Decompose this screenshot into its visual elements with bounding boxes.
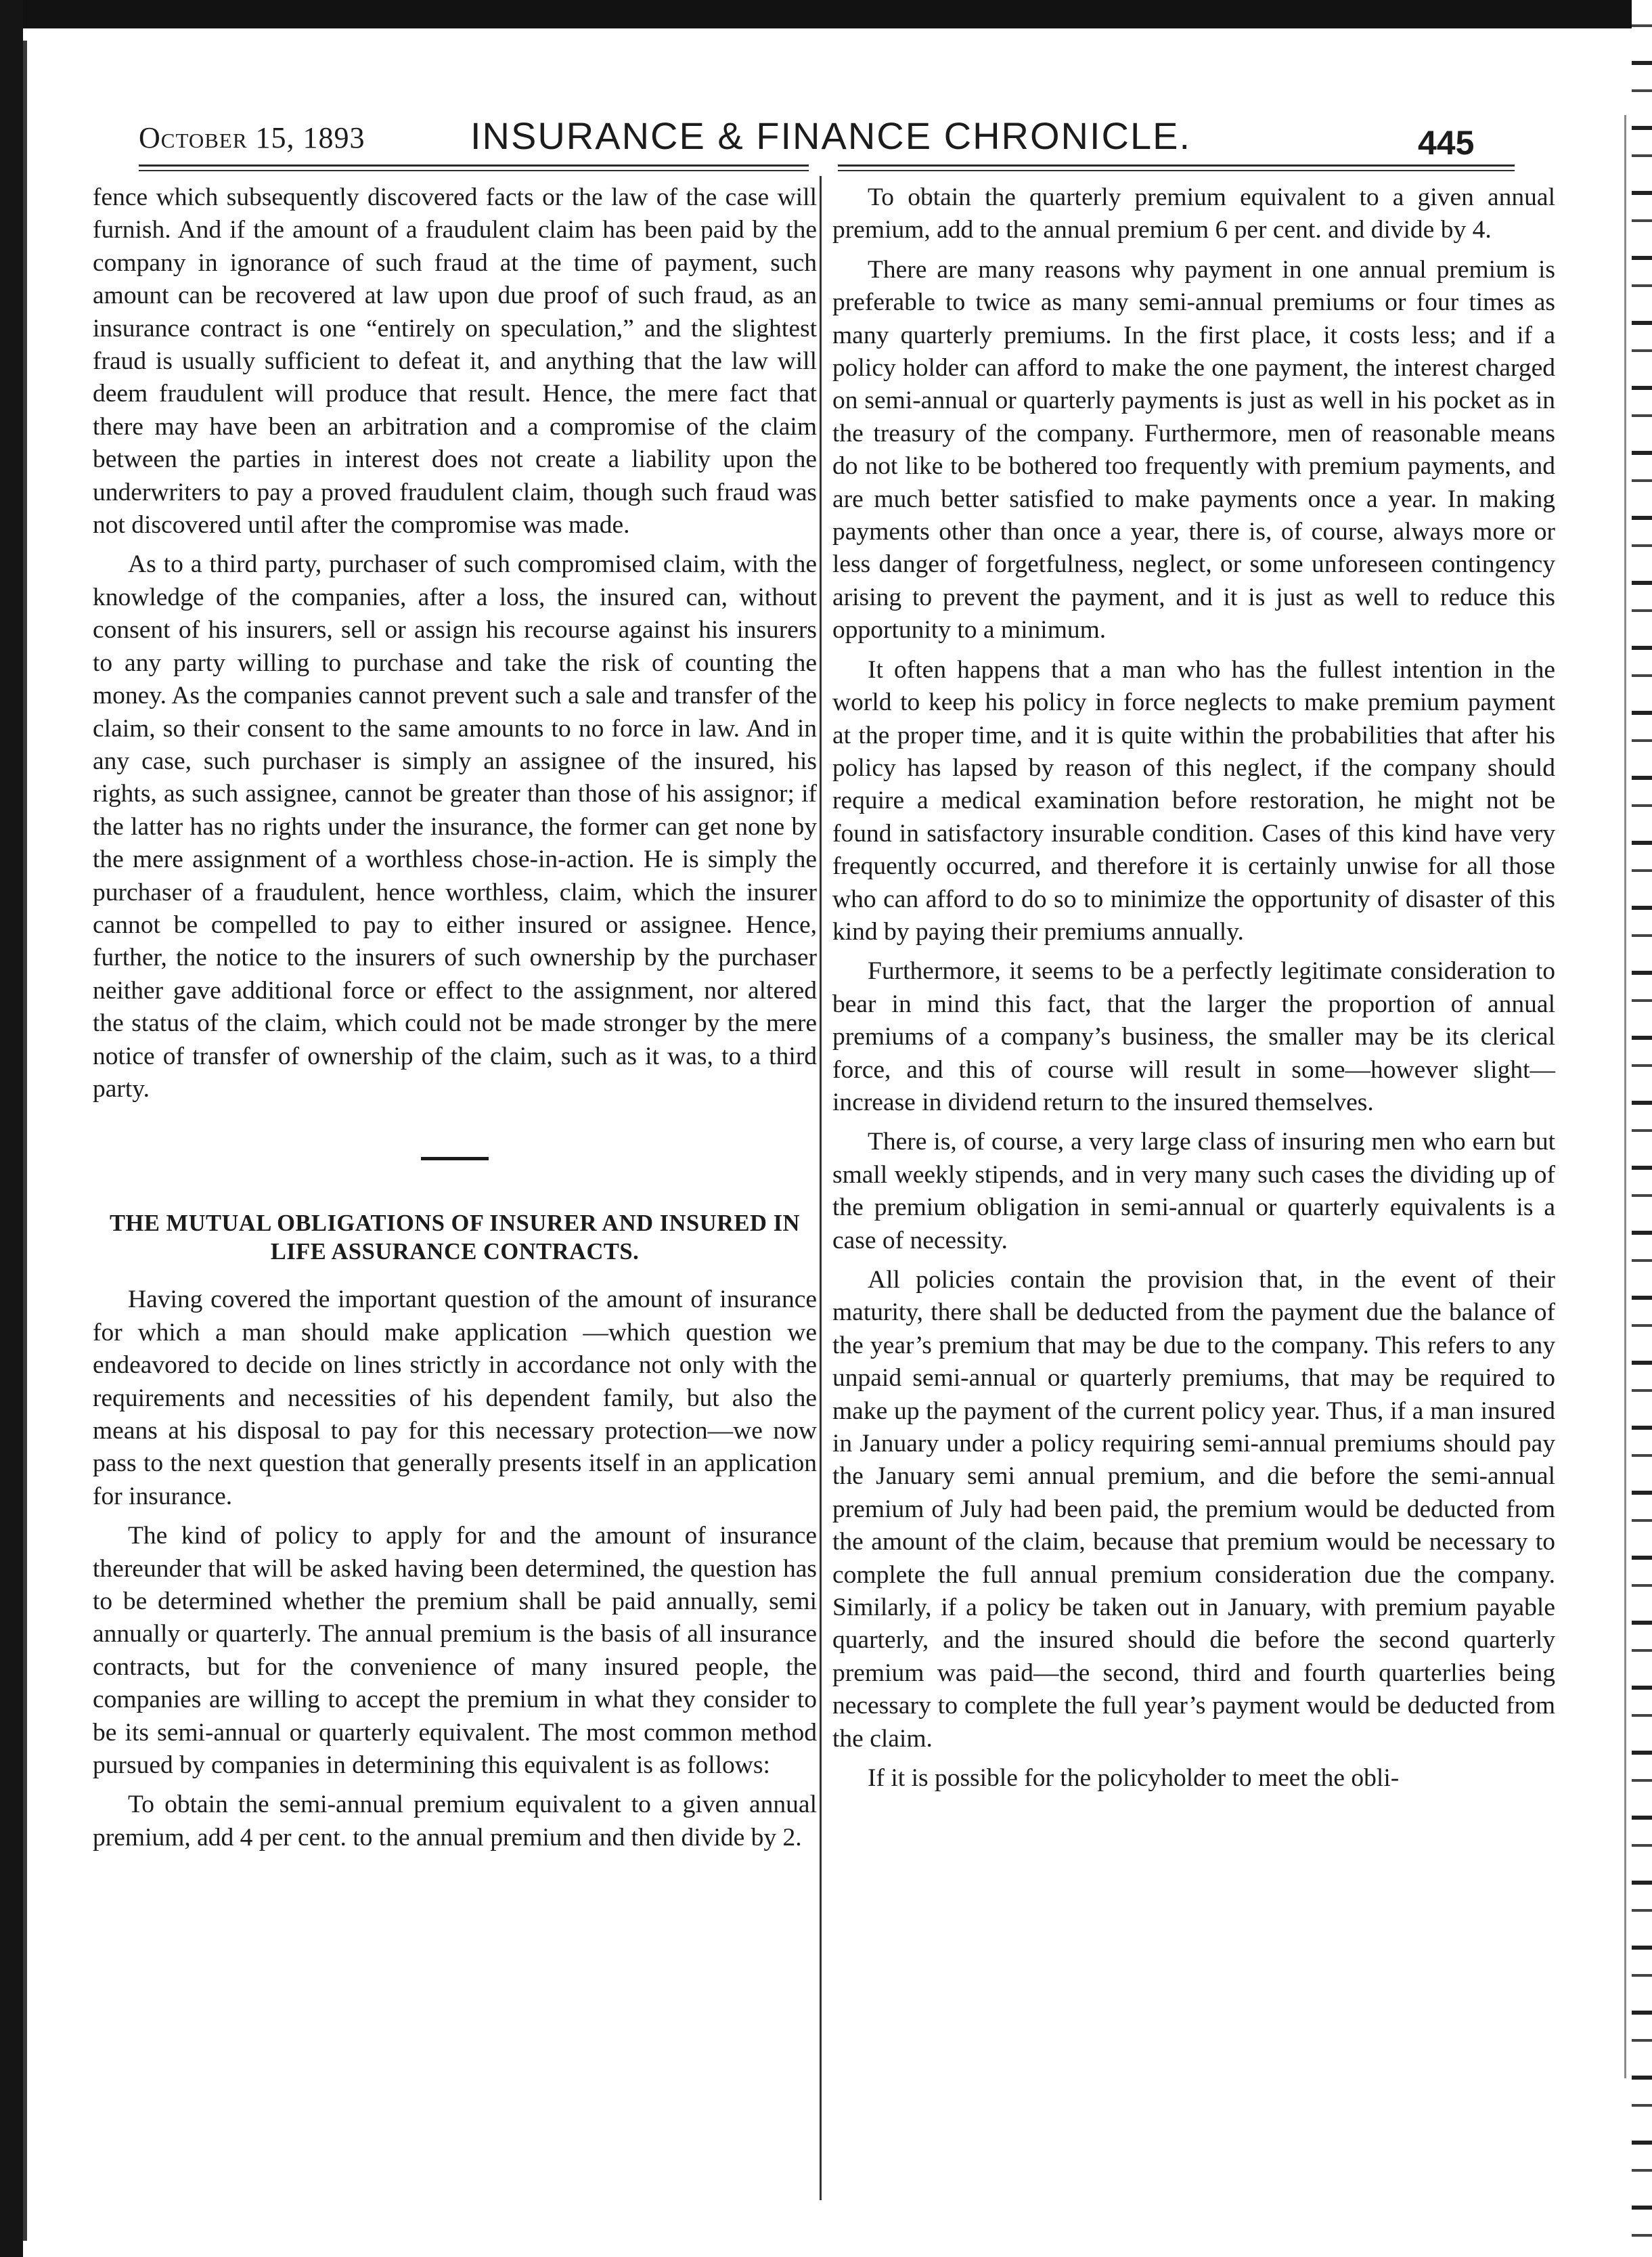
journal-title: INSURANCE & FINANCE CHRONICLE. bbox=[470, 114, 1192, 157]
left-column bbox=[93, 181, 817, 1854]
paragraph: fence which subsequently discovered facts or the law of the case will furnish. And if the amount of a fraudulent claim has been paid by the company in ignorance of such fraud at the time of payment, such amount can be recovered at law upon due proof of such fraud, as an insurance contract is one “entirely on speculation,” and the slightest fraud is usually sufficient to defeat it, and anything that the law will deem fraudulent will produce that result. Hence, the mere fact that there may have been an arbitration and a compromise of the claim between the parties in interest does not create a liability upon the underwriters to pay a proved fraudulent claim, though such fraud was not discovered until after the compromise was made. bbox=[93, 183, 817, 540]
header-rule-right-thin bbox=[838, 170, 1515, 171]
header-rule-left bbox=[139, 165, 809, 167]
paragraph: As to a third party, purchaser of such compromised claim, with the knowledge of the companies, after a loss, the insured can, without consent of his insurers, sell or assign his recourse against his insurers to any party willing to purchase and take the risk of counting the money. As the companies cannot prevent such a sale and transfer of the claim, so their consent to the same amounts to no force in law. And in any case, such purchaser is simply an assignee of the insured, his rights, as such assignee, cannot be greater than those of his assignor; if the latter has no rights under the insurance, the former can get none by the mere assignment of a worthless chose-in-action. He is simply the purchaser of a fraudulent, hence worthless, claim, which the insurer cannot be compelled to pay to either insured or assignee. Hence, further, the notice to the insurers of such ownership by the purchaser neither gave additional force or effect to the assignment, nor altered the status of the claim, which could not be made stronger by the mere notice of transfer of ownership of the claim, such as it was, to a third party. bbox=[93, 550, 817, 1103]
section-separator bbox=[421, 1157, 489, 1160]
right-column bbox=[832, 181, 1555, 1795]
paragraph: It often happens that a man who has the fullest intention in the world to keep his policy in force neglects to make premium payment at the proper time, and it is quite within the probabilities that after his policy has lapsed by reason of this neglect, if the company should require a medical examination before restoration, he might not be found in satisfactory insurable condition. Cases of this kind have very frequently occurred, and therefore it is certainly unwise for all those who can afford to do so to minimize the opportunity of disaster of this kind by paying their premiums annually. bbox=[832, 655, 1555, 946]
paragraph: All policies contain the provision that, in the event of their maturity, there shall be deducted from the payment due the balance of the year’s premium that may be due to the company. This refers to any unpaid semi-annual or quarterly premiums, that may be required to make up the payment of the current policy year. Thus, if a man insured in January under a policy requiring semi-annual premiums should pay the January semi annual premium, and die before the semi-annual premium of July had been paid, the premium would be deducted from the amount of the claim, because that premium would be necessary to complete the full annual premium consideration due the company. Similarly, if a policy be taken out in January, with premium payable quarterly, and the insured should die before the second quarterly premium was paid—the second, third and fourth quarterlies being necessary to complete the full year’s payment would be deducted from the claim. bbox=[832, 1266, 1555, 1753]
header-rule-left-thin bbox=[139, 170, 809, 171]
scan-top-border bbox=[0, 0, 1652, 28]
paragraph: If it is possible for the policyholder to meet the obli- bbox=[868, 1764, 1400, 1793]
scan-right-edge bbox=[1632, 0, 1652, 2257]
page-number: 445 bbox=[1418, 124, 1475, 162]
paragraph: There are many reasons why payment in one annual premium is preferable to twice as many semi-annual premiums or four times as many quarterly premiums. In the first place, it costs less; and if a policy holder can afford to make the one payment, the interest charged on semi-annual or quarterly payments is just as well in his pocket as in the treasury of the company. Furthermore, men of reasonable means do not like to be bothered too frequently with premium payments, and are much better satisfied to make payments once a year. In making payments other than once a year, there is, of course, always more or less danger of forgetfulness, neglect, or some unforeseen contingency arising to prevent the payment, and it is just as well to reduce this opportunity to a minimum. bbox=[832, 255, 1555, 644]
paragraph: Having covered the important question of the amount of insurance for which a man should make application —which question we endeavored to decide on lines strictly in accordance not only with the requirements and necessities of his dependent family, but also the means at his disposal to pay for this necessary protection—we now pass to the next question that generally presents itself in an application for insurance. bbox=[93, 1286, 817, 1510]
issue-date: October 15, 1893 bbox=[139, 121, 365, 154]
paragraph: There is, of course, a very large class of insuring men who earn but small weekly stipends, and in very many such cases the dividing up of the premium obligation in semi-annual or quarterly equivalents is a case of necessity. bbox=[832, 1128, 1555, 1254]
paragraph: Furthermore, it seems to be a perfectly legitimate consideration to bear in mind this fact, that the larger the proportion of annual premiums of a company’s business, the smaller may be its clerical force, and this of course will result in some—however slight—increase in dividend return to the insured themselves. bbox=[832, 957, 1555, 1116]
paragraph: To obtain the quarterly premium equivalent to a given annual premium, add to the annual premium 6 per cent. and divide by 4. bbox=[832, 183, 1555, 244]
scan-left-shadow bbox=[23, 41, 27, 2241]
paragraph: The kind of policy to apply for and the amount of insurance thereunder that will be asked having been determined, the question has to be determined whether the premium shall be paid annually, semi annually or quarterly. The annual premium is the basis of all insurance contracts, but for the convenience of many insured people, the companies are willing to accept the premium in what they consider to be its semi-annual or quarterly equivalent. The most common method pursued by companies in determining this equivalent is as follows: bbox=[93, 1522, 817, 1780]
paragraph: To obtain the semi-annual premium equivalent to a given annual premium, add 4 per cent. to the annual premium and then divide by 2. bbox=[93, 1791, 817, 1851]
column-divider bbox=[820, 176, 822, 2200]
page-header bbox=[139, 108, 1479, 162]
header-rule-right bbox=[838, 165, 1515, 167]
article-title: THE MUTUAL OBLIGATIONS OF INSURER AND INSURED IN LIFE ASSURANCE CONTRACTS. bbox=[110, 1210, 800, 1265]
scan-right-margin-line bbox=[1624, 115, 1626, 2078]
scan-left-border bbox=[0, 0, 23, 2257]
